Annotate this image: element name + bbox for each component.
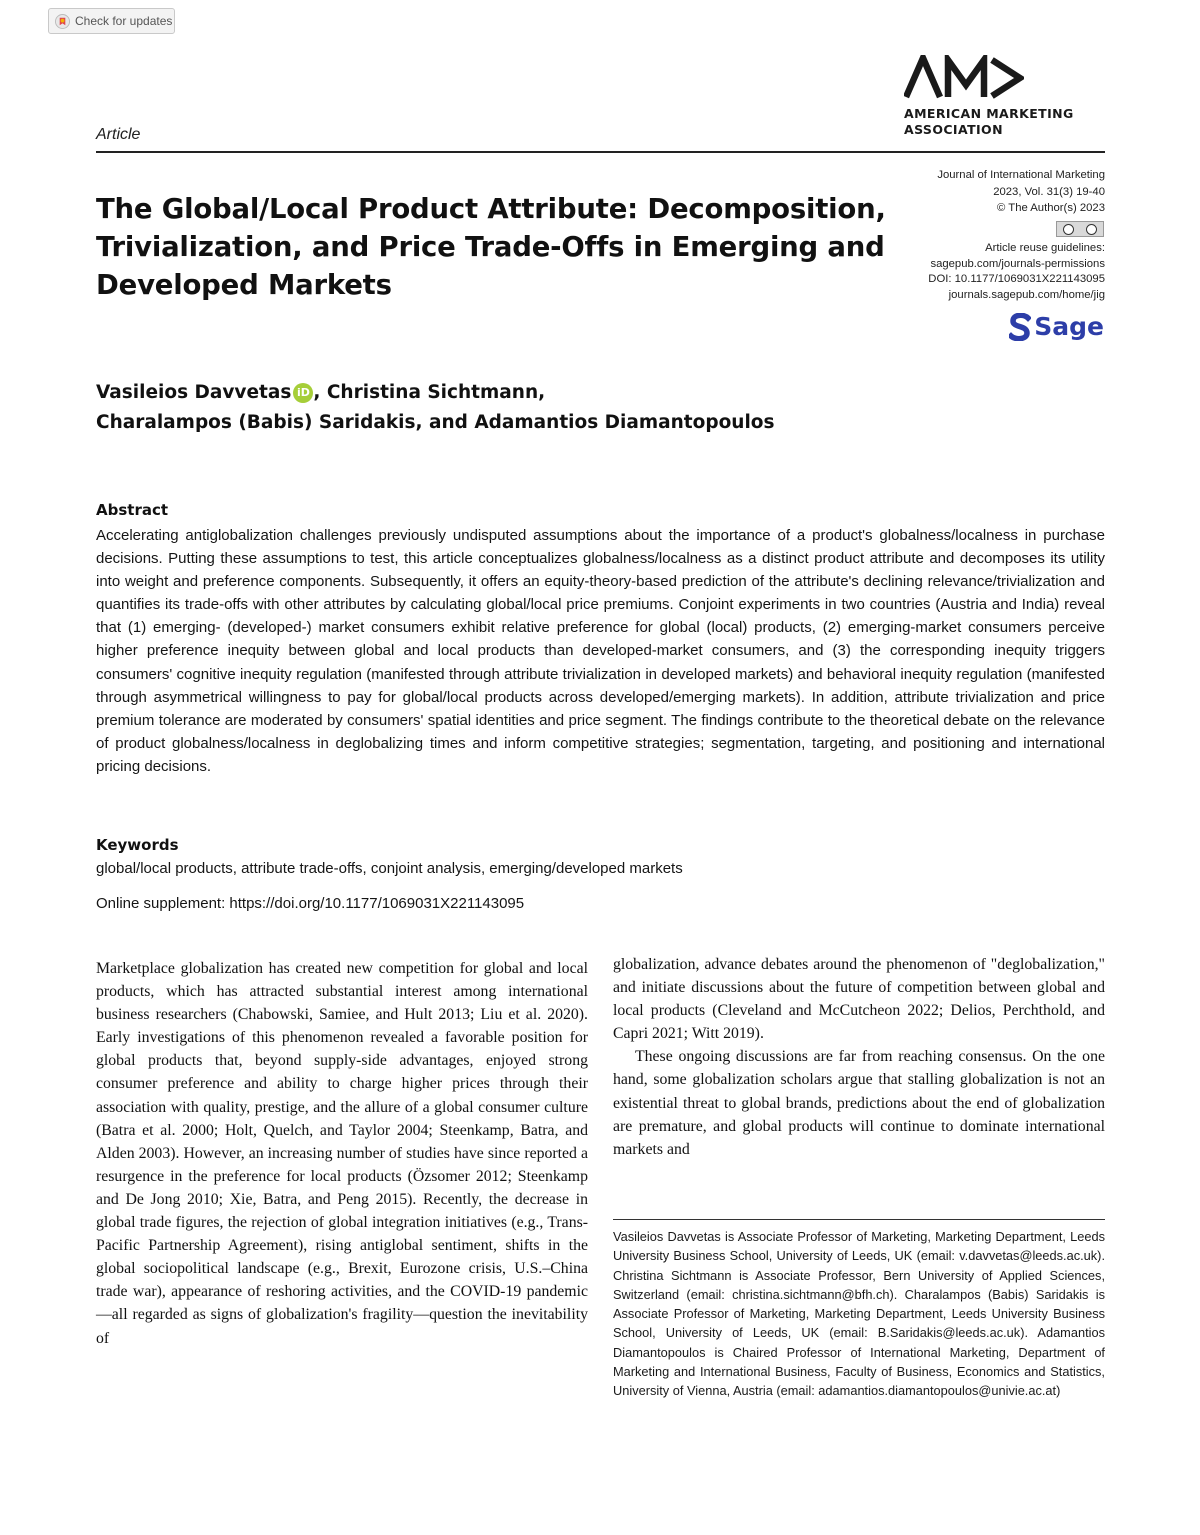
reuse-label: Article reuse guidelines: <box>985 242 1105 254</box>
update-badge-icon <box>55 14 70 29</box>
body-paragraph: globalization, advance debates around the phenomenon of "deglobalization," and initiate discussions about the future of competition between global and local products (Cleveland and McCutcheon 2022; Delios, Perchthold, and Capri 2021; Witt 2019). <box>613 956 1105 1043</box>
sage-wordmark: Sage <box>1034 312 1104 341</box>
check-for-updates-label: Check for updates <box>75 14 173 28</box>
authors-line2: Charalampos (Babis) Saridakis, and Adamantios Diamantopoulos <box>96 412 775 433</box>
journal-homepage-link[interactable]: journals.sagepub.com/home/jig <box>948 288 1105 301</box>
orcid-icon[interactable]: iD <box>293 383 313 403</box>
body-paragraph: Marketplace globalization has created new competition for global and local products, which has attracted substantial interest among international business researchers (Chabowski, Samiee, and Hult 2013; Liu et al. 2020). Early investigations of this phenomenon revealed a favorable position for global products that, beyond supply-side advantages, enjoyed strong consumer preference and ability to charge higher prices through their association with quality, prestige, and the allure of a global consumer culture (Batra et al. 2000; Holt, Quelch, and Taylor 2004; Steenkamp, Batra, and Alden 2003). However, an increasing number of studies have since reported a resurgence in the preference for local products (Özsomer 2012; Steenkamp and De Jong 2010; Xie, Batra, and Peng 2015). Recently, the decrease in global trade figures, the rejection of global integration initiatives (e.g., Trans-Pacific Partnership Agreement), rising antiglobal sentiment, shifts in the global sociopolitical landscape (e.g., Brexit, Eurozone crisis, U.S.–China trade war), appearance of reshoring activities, and the COVID-19 pandemic—all regarded as signs of globalization's fragility—question the inevitability of <box>96 960 588 1347</box>
authors-line1 <box>96 378 996 408</box>
cc-by-icon <box>1086 224 1097 235</box>
article-title: The Global/Local Product Attribute: Decomposition, Trivialization, and Price Trade-Offs in Emerging and Developed Markets <box>96 193 886 301</box>
abstract-text: Accelerating antiglobalization challenges previously undisputed assumptions about the importance of a product's globalness/localness in purchase decisions. Putting these assumptions to test, this article conceptualizes globalness/localness as a distinct product attribute and decomposes its utility into weight and preference components. Subsequently, it offers an equity-theory-based prediction of the attribute's declining relevance/trivialization and quantifies its trade-offs with other attributes by calculating global/local price premiums. Conjoint experiments in two countries (Austria and India) reveal that (1) emerging- (developed-) market consumers exhibit relative preference for global (local) products, (2) emerging-market consumers perceive higher preference inequity between global and local products than developed-market consumers, and (3) the corresponding inequity triggers consumers' cognitive inequity regulation (manifested through attribute trivialization in developed markets) and behavioral inequity regulation (manifested through asymmetrical willingness to pay for global/local products across developed/emerging markets). In addition, attribute trivialization and price premium tolerance are moderated by consumers' spatial identities and price segment. The findings contribute to the theoretical debate on the relevance of product globalness/localness in deglobalizing times and inform competitive strategies; segmentation, targeting, and positioning and international pricing decisions. <box>96 527 1105 775</box>
author-name-davvetas: Vasileios Davvetas <box>96 382 292 403</box>
ama-logo-text <box>904 106 1124 138</box>
ama-logo-icon <box>904 55 1024 99</box>
reuse-info <box>805 241 1105 303</box>
ama-logo-line2: ASSOCIATION <box>904 122 1003 137</box>
body-column-left <box>96 957 588 1350</box>
footnote-rule <box>613 1219 1105 1220</box>
author-affiliations-footnote: Vasileios Davvetas is Associate Professor of Marketing, Marketing Department, Leeds University Business School, University of Leeds, UK (email: v.davvetas@leeds.ac.uk). Christina Sichtmann is Associate Professor, Bern University of Applied Sciences, Switzerland (email: christina.sichtmann@bfh.ch). Charalampos (Babis) Saridakis is Associate Professor of Marketing, Marketing Department, Leeds University Business School, University of Leeds, UK (email: B.Saridakis@leeds.ac.uk). Adamantios Diamantopoulos is Chaired Professor of International Marketing, Department of Marketing and International Business, Faculty of Business, Economics and Statistics, University of Vienna, Austria (email: adamantios.diamantopoulos@univie.ac.at) <box>613 1229 1105 1399</box>
sage-logo <box>1009 312 1104 341</box>
ama-logo-line1: AMERICAN MARKETING <box>904 106 1074 121</box>
doi-link[interactable]: DOI: 10.1177/1069031X221143095 <box>928 273 1105 285</box>
check-for-updates-button[interactable] <box>48 8 175 34</box>
journal-name: Journal of International Marketing <box>937 169 1105 181</box>
body-paragraph: These ongoing discussions are far from reaching consensus. On the one hand, some globalization scholars argue that stalling globalization is not an existential threat to global brands, predictions about the end of globalization are premature, and global products will continue to dominate international markets and <box>613 1048 1105 1158</box>
author-names-cont: , Christina Sichtmann, <box>313 382 546 403</box>
author-list <box>96 378 996 438</box>
keywords-heading: Keywords <box>96 836 179 854</box>
online-supplement-link[interactable]: Online supplement: https://doi.org/10.1177/1069031X221143095 <box>96 895 525 912</box>
cc-license-icon[interactable] <box>1056 221 1104 237</box>
cc-icon <box>1063 224 1074 235</box>
journal-volume: 2023, Vol. 31(3) 19-40 <box>993 185 1105 198</box>
sage-s-icon <box>1009 313 1031 341</box>
body-column-right <box>613 953 1105 1161</box>
reuse-link[interactable]: sagepub.com/journals-permissions <box>930 257 1105 270</box>
journal-info <box>805 167 1105 217</box>
abstract-heading: Abstract <box>96 501 169 519</box>
header-rule <box>96 151 1105 153</box>
journal-copyright: © The Author(s) 2023 <box>997 202 1105 214</box>
keywords-text: global/local products, attribute trade-offs, conjoint analysis, emerging/developed markets <box>96 860 683 877</box>
article-type: Article <box>96 126 141 143</box>
